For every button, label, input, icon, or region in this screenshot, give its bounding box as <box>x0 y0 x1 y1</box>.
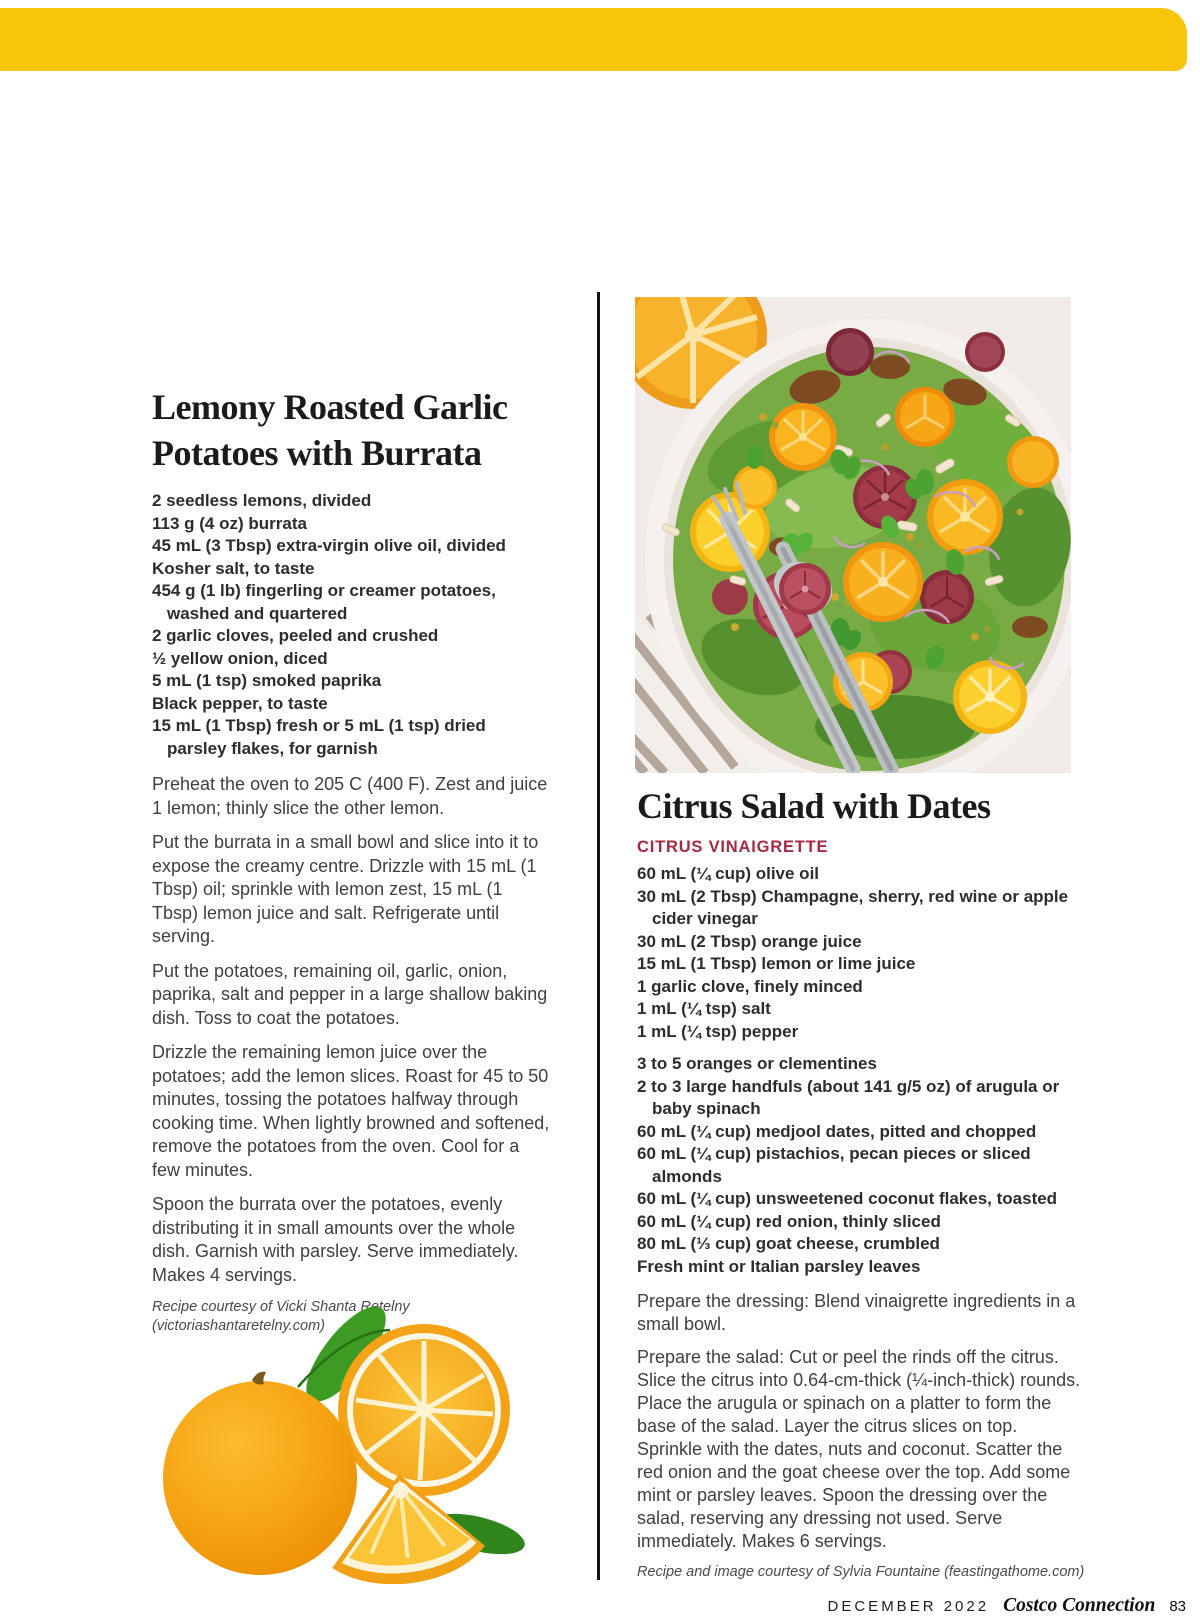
ingredient-item: 45 mL (3 Tbsp) extra-virgin olive oil, divided <box>152 536 506 555</box>
ingredient-item: 60 mL (¼ cup) pistachios, pecan pieces or sliced almonds <box>637 1144 1031 1186</box>
ingredient-item: 1 mL (¼ tsp) salt <box>637 999 771 1018</box>
method-step: Put the burrata in a small bowl and slice into it to expose the creamy centre. Drizzle with 15 mL (1 Tbsp) oil; sprinkle with lemon zest, 15 mL (1 Tbsp) lemon juice and salt. Refrigerate until serving. <box>152 832 539 946</box>
ingredient-item: 15 mL (1 Tbsp) lemon or lime juice <box>637 954 916 973</box>
ingredient-item: 60 mL (¼ cup) red onion, thinly sliced <box>637 1211 941 1231</box>
ingredient-item: 3 to 5 oranges or clementines <box>637 1054 877 1073</box>
left-recipe-column <box>152 384 550 1336</box>
ingredient-item: 2 seedless lemons, divided <box>152 491 372 510</box>
ingredient-item: 30 mL (2 Tbsp) orange juice <box>637 931 862 951</box>
footer-magazine-name: Costco Connection <box>1003 1595 1156 1616</box>
vinaigrette-subhead: CITRUS VINAIGRETTE <box>637 838 829 856</box>
oranges-illustration <box>148 1292 530 1584</box>
ingredient-item: 113 g (4 oz) burrata <box>152 513 307 533</box>
half-orange <box>338 1324 510 1496</box>
ingredient-item: Kosher salt, to taste <box>152 558 315 578</box>
left-recipe-title <box>152 384 550 476</box>
vinaigrette-ingredient-list <box>637 863 1085 1043</box>
ingredient-item: 1 mL (¼ tsp) pepper <box>637 1021 799 1041</box>
credit-line1: Recipe courtesy of Vicki Shanta Retelny <box>152 1299 410 1315</box>
ingredient-item: 2 to 3 large handfuls (about 141 g/5 oz) of arugula or baby spinach <box>637 1076 1060 1118</box>
right-recipe-column <box>637 784 1085 1581</box>
column-divider-rule <box>597 292 600 1580</box>
ingredient-item: 15 mL (1 Tbsp) fresh or 5 mL (1 tsp) dried parsley flakes, for garnish <box>152 716 486 758</box>
ingredient-item: 80 mL (⅓ cup) goat cheese, crumbled <box>637 1234 940 1253</box>
method-step: Put the potatoes, remaining oil, garlic, onion, paprika, salt and pepper in a large shallow baking dish. Toss to coat the potatoes. <box>152 960 548 1028</box>
ingredient-item: 454 g (1 lb) fingerling or creamer potatoes, washed and quartered <box>152 581 496 623</box>
left-recipe-title-line2: Potatoes with Burrata <box>152 433 482 473</box>
right-recipe-credit: Recipe and image courtesy of Sylvia Fountaine (feastingathome.com) <box>637 1564 1085 1580</box>
left-recipe-title-line1: Lemony Roasted Garlic <box>152 387 508 427</box>
ingredient-item: 5 mL (1 tsp) smoked paprika <box>152 671 382 690</box>
ingredient-item: 2 garlic cloves, peeled and crushed <box>152 626 439 645</box>
method-step: Prepare the salad: Cut or peel the rinds off the citrus. Slice the citrus into 0.64-cm-thick (¼-inch-thick) rounds. Place the arugula or spinach on a platter to form the base of the salad. Layer the citrus slices on top. Sprinkle with the dates, nuts and coconut. Scatter the red onion and the goat cheese over the top. Add some mint or parsley leaves. Spoon the dressing over the salad, reserving any dressing not used. Serve immediately. Makes 6 servings. <box>637 1347 1081 1551</box>
salad-ingredient-list <box>637 1053 1085 1278</box>
method-step: Spoon the burrata over the potatoes, evenly distributing it in small amounts over the whole dish. Garnish with parsley. Serve immediately. Makes 4 servings. <box>152 1194 519 1285</box>
right-recipe-title: Citrus Salad with Dates <box>637 786 991 826</box>
footer-page-number: 83 <box>1169 1598 1186 1615</box>
method-step: Drizzle the remaining lemon juice over the potatoes; add the lemon slices. Roast for 45 to 50 minutes, tossing the potatoes halfway through cooking time. When lightly browned and softened, remove the potatoes from the oven. Cool for a few minutes. <box>152 1042 550 1180</box>
method-step: Preheat the oven to 205 C (400 F). Zest and juice 1 lemon; thinly slice the other lemon. <box>152 774 548 818</box>
ingredient-item: 60 mL (¼ cup) unsweetened coconut flakes, toasted <box>637 1189 1058 1208</box>
whole-orange <box>163 1372 357 1575</box>
ingredient-item: Fresh mint or Italian parsley leaves <box>637 1256 921 1276</box>
credit-line2: (victoriashantaretelny.com) <box>152 1318 325 1334</box>
ingredient-item: 30 mL (2 Tbsp) Champagne, sherry, red wine or apple cider vinegar <box>637 886 1069 928</box>
citrus-salad-photo <box>635 297 1071 773</box>
ingredient-item: 60 mL (¼ cup) medjool dates, pitted and chopped <box>637 1121 1037 1141</box>
right-method <box>637 1290 1085 1553</box>
left-method <box>152 773 550 1287</box>
ingredient-item: 1 garlic clove, finely minced <box>637 976 863 996</box>
method-step: Prepare the dressing: Blend vinaigrette ingredients in a small bowl. <box>637 1291 1076 1334</box>
ingredient-item: Black pepper, to taste <box>152 693 328 713</box>
page-footer <box>828 1595 1186 1617</box>
left-ingredient-list <box>152 490 550 760</box>
footer-issue-date: DECEMBER 2022 <box>827 1598 990 1615</box>
ingredient-item: 60 mL (¼ cup) olive oil <box>637 864 820 883</box>
ingredient-item: ½ yellow onion, diced <box>152 648 328 668</box>
top-accent-bar <box>0 8 1187 71</box>
